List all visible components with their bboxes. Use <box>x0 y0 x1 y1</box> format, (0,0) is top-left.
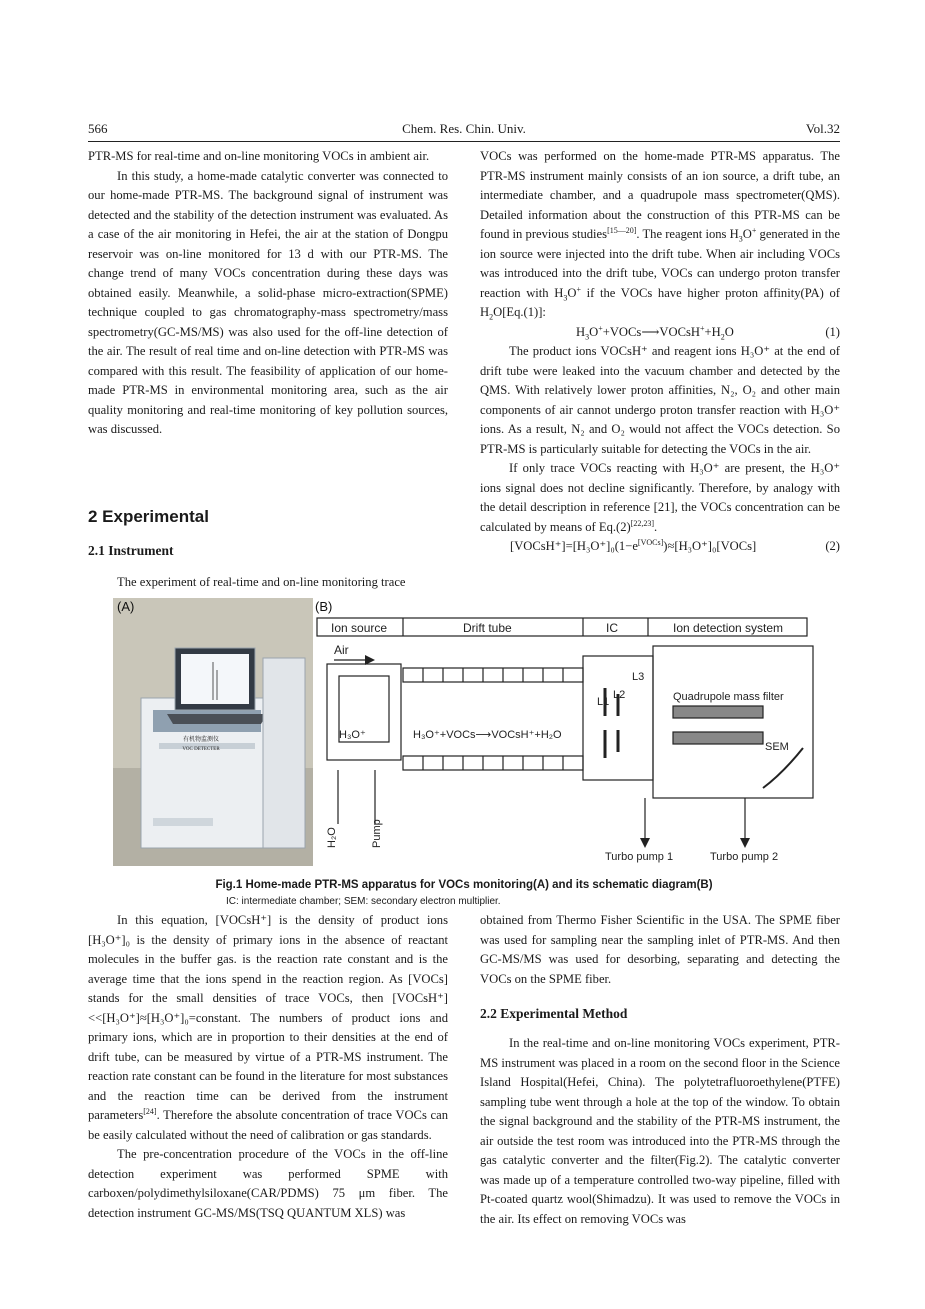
figure-caption-note: IC: intermediate chamber; SEM: secondary electron multiplier. <box>226 896 501 907</box>
paragraph: If only trace VOCs reacting with H₃O⁺ are present, the H₃O⁺ ions signal does not decline significantly. Therefore, by analogy with the detail description in reference [21], the VOCs concentration can be calculated by means of Eq.(2)[22,23]. <box>480 461 840 534</box>
section-ion-source: Ion source <box>331 621 388 635</box>
lens-l3: L3 <box>632 671 645 683</box>
equation-1: $H_3O^++VOCs⟶VOCsH^++H_2O$ (1) <box>576 323 840 342</box>
right-column-method <box>480 1034 840 1229</box>
paragraph: The pre-concentration procedure of the VOCs in the off-line detection experiment was performed SPME with carboxen/polydimethylsiloxane(CAR/PDMS) 75 μm fiber. The detection instrument GC-MS/MS(TSQ QUANTUM XLS) was <box>88 1147 448 1220</box>
left-column-continued <box>88 573 448 593</box>
photo-panel-a <box>113 598 313 866</box>
paragraph: PTR-MS for real-time and on-line monitoring VOCs in ambient air. <box>88 149 430 163</box>
air-label: Air <box>334 643 349 657</box>
equation-2: [VOCsH⁺]=[H₃O⁺]₀(1−e[VOCs])≈[H₃O⁺]₀[VOCs] (2) <box>510 537 840 553</box>
schematic-panel-b <box>315 599 813 863</box>
paragraph: In the real-time and on-line monitoring VOCs experiment, PTR-MS instrument was placed in a room on the second floor in the Science Island Hospital(Hefei, China). The polytetrafluoroethylene(PTFE) sampling tube went through a hole at the top of the window. To obtain the signal background and the stability of the PTR-MS instrument, the air outside the test room was introduced into the PTR-MS through the gas catalytic converter and the filter(Fig.2). The catalytic converter was made up of a temperature controlled two-way pipeline, filled with Pt-coated quartz wool(Shimadzu). It was used to remove the VOCs in the air. Its effect on removing VOCs was <box>480 1036 840 1226</box>
lens-l1: L1 <box>597 696 610 708</box>
lens-l2: L2 <box>613 689 626 701</box>
paragraph: obtained from Thermo Fisher Scientific in the USA. The SPME fiber was used for sampling near the sampling inlet of PTR-MS. And then GC-MS/MS was used for desorbing, separating and detecting the VOCs on the SPME fiber. <box>480 913 840 986</box>
paragraph: The experiment of real-time and on-line monitoring trace <box>117 575 406 589</box>
left-column-bottom <box>88 911 448 1223</box>
section-heading: 2 Experimental <box>88 507 209 526</box>
header-rule <box>88 141 840 142</box>
panel-label-a: (A) <box>117 599 135 614</box>
right-column-top <box>480 147 840 557</box>
sem-label: SEM <box>765 741 789 753</box>
page-number: 566 <box>88 121 108 136</box>
reaction-label: H₃O⁺+VOCs⟶VOCsH⁺+H₂O <box>413 729 562 741</box>
right-column-bottom <box>480 911 840 989</box>
h3o-label: H₃O⁺ <box>339 729 366 741</box>
left-column-top <box>88 147 448 440</box>
paragraph: VOCs was performed on the home-made PTR-MS apparatus. The PTR-MS instrument mainly consists of an ion source, a drift tube, an intermediate chamber, and a quadrupole mass spectrometer(QMS). Detailed information about the construction of this PTR-MS can be found in previous studies[15—20]. The reagent ions $H_3O^+$ generated in the ion source were injected into the drift tube. When air including VOCs was introduced into the drift tube, VOCs can undergo proton transfer reaction with $H_3O^+$ if the VOCs have higher proton affinity(PA) of $H_2O[Eq.(1)]$: <box>480 149 840 322</box>
journal-name: Chem. Res. Chin. Univ. <box>402 121 526 136</box>
drift-tube-rings <box>403 668 583 770</box>
figure-caption: Fig.1 Home-made PTR-MS apparatus for VOCs monitoring(A) and its schematic diagram(B) <box>215 879 713 891</box>
subsection-heading: 2.1 Instrument <box>88 543 174 558</box>
subsection-heading: 2.2 Experimental Method <box>480 1006 628 1021</box>
section-drift-tube: Drift tube <box>463 621 512 635</box>
pump-label: Pump <box>371 819 383 848</box>
paragraph: The product ions VOCsH⁺ and reagent ions H₃O⁺ at the end of drift tube were leaked into the vacuum chamber and detected by the QMS. With relatively lower proton affinities, N₂, O₂ and other main components of air cannot undergo proton transfer reaction with H₃O⁺ ions. As a result, N₂ and O₂ would not affect the VOCs detection. So PTR-MS is particularly suitable for detecting the VOCs in the air. <box>480 344 840 456</box>
turbo-pump-2: Turbo pump 2 <box>710 851 779 863</box>
panel-label-b: (B) <box>315 599 333 614</box>
figure-1 <box>113 598 840 866</box>
paragraph: In this study, a home-made catalytic converter was connected to our home-made PTR-MS. The background signal of instrument was detected and the stability of the detection instrument was evaluated. As a case of the air monitoring in Hefei, the air at the station of Dongpu reservoir was on-line monitored for 13 d with our PTR-MS. The change trend of many VOCs concentration during these days was obtained easily. Meanwhile, a solid-phase micro-extraction(SPME) technique coupled to gas chromatography-mass spectrometry/mass spectrometry(GC-MS/MS) was also used for the off-line detection of the air. The result of real time and on-line detection with PTR-MS was compared with this result. The feasibility of application of our home-made PTR-MS in environmental monitoring area, such as the air quality monitoring and real-time monitoring of key pollution sources, was discussed. <box>88 168 448 436</box>
figure-1-graphic <box>113 598 840 866</box>
turbo-pump-1: Turbo pump 1 <box>605 851 674 863</box>
h2o-label: H₂O <box>326 827 338 848</box>
section-ic: IC <box>606 621 618 635</box>
device-label: VOC DETECTER <box>182 747 220 752</box>
paragraph: In this equation, [VOCsH⁺] is the density of product ions [H₃O⁺]₀ is the density of primary ions in the absence of reactant molecules in the buffer gas. is the reaction rate constant and is the average time that the ions spend in the reaction region. As [VOCs] stands for the small densities of trace VOCs, then [VOCsH⁺]<<[H₃O⁺]≈[H₃O⁺]₀=constant. The numbers of product ions and primary ions, which are in proportion to their densities at the end of drift tube, can be measured by virtue of a PTR-MS instrument. The reaction rate constant can be found in the literature for most substances and the reaction time can be derived from the instrument parameters[24]. Therefore the absolute concentration of trace VOCs can be easily calculated without the need of calibration or gas standards. <box>88 913 448 1142</box>
qmf-label: Quadrupole mass filter <box>673 691 784 703</box>
section-ion-detection: Ion detection system <box>673 621 784 635</box>
device-label: 有机物监测仪 <box>182 737 220 743</box>
volume: Vol.32 <box>805 121 840 136</box>
